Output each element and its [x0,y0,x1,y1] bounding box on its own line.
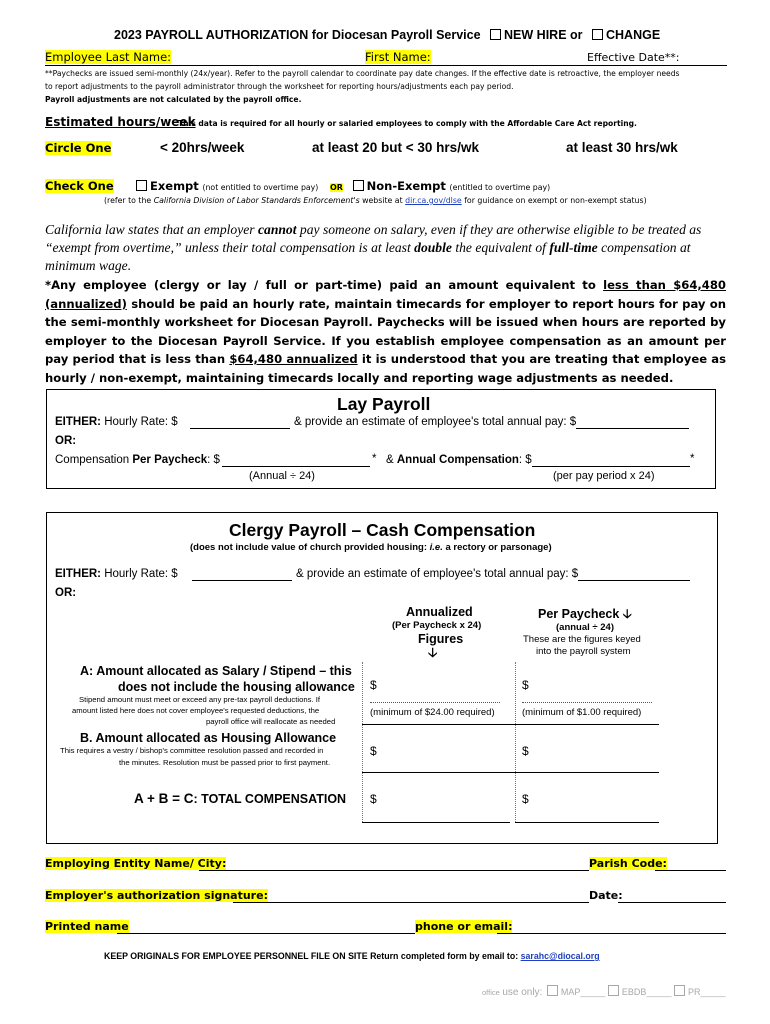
pr-checkbox[interactable] [674,985,685,996]
new-hire-checkbox[interactable] [490,29,501,40]
paycheck-note-1: **Paychecks are issued semi-monthly (24x/year). Refer to the payroll calendar to coordinate pay date changes. If the effective date is retroactive, the employer needs [45,69,680,78]
row-a-note-3: payroll office will reallocate as needed [206,717,336,726]
clergy-or: OR: [55,587,77,599]
lay-comp-pre: Compensation [55,454,130,466]
warning-p3: it is understood that you are treating that employee as hourly / non-exempt, maintaining timecards locally and reporting wage adjustments as needed. [45,352,726,385]
ebdb-label: EBDB [621,987,647,997]
warning-amount-2: $64,480 annualized [229,352,358,366]
law-fulltime: full-time [549,240,598,255]
warning-paragraph [45,276,726,387]
row-b-divider [362,772,659,773]
map-label: MAP [560,987,581,997]
row-a-paycheck-dollar: $ [522,678,529,692]
refer-agency: California Division of Labor Standards Enforcement's [153,196,360,205]
law-p2: pay someone on salary, even if they are otherwise eligible to be treated as “exempt from overtime,” unless their total compensation is at least [45,222,702,255]
column-divider-left [362,662,364,822]
exempt-option [136,179,550,193]
printed-name-label: Printed name [45,920,129,933]
total-label [134,791,346,806]
row-b-annual-dollar: $ [370,744,377,758]
row-b-note-2: the minutes. Resolution must be passed prior to first payment. [119,758,331,767]
clergy-subtitle-post: a rectory or parsonage) [445,542,552,553]
law-p4: compensation at minimum wage. [45,240,691,273]
first-name-label: First Name: [365,50,431,64]
clergy-subtitle [190,542,552,553]
parish-code-field[interactable] [655,870,726,871]
lay-annual-estimate-field[interactable] [576,428,689,429]
lay-either: EITHER: [55,416,101,428]
hours-option-under-20[interactable]: < 20hrs/week [160,140,245,155]
row-a-annual-dollar: $ [370,678,377,692]
keep-originals-text: KEEP ORIGINALS FOR EMPLOYEE PERSONNEL FILE ON SITE Return completed form by email to: [104,951,519,961]
lay-per-paycheck-field[interactable] [222,466,370,467]
circle-one-label: Circle One [45,141,112,155]
exempt-label: Exempt [150,179,199,193]
row-b-title-text: Amount allocated as Housing Allowance [95,731,337,745]
form-title [114,28,660,42]
hours-option-30-plus[interactable]: at least 30 hrs/wk [566,140,678,155]
law-paragraph [45,221,735,275]
last-name-label: Employee Last Name: [45,50,172,64]
per-paycheck-title: Per Paycheck [538,607,620,621]
ebdb-blank: _____ [646,987,672,997]
lay-comp-row [55,454,220,466]
figures-label: Figures [418,632,464,646]
pr-label: PR [687,987,701,997]
signature-field[interactable] [233,902,589,903]
law-p3: the equivalent of [455,240,546,255]
non-exempt-label: Non-Exempt [366,179,446,193]
return-instructions [104,951,600,961]
pr-blank: _____ [700,987,726,997]
lay-star-2: * [690,453,695,465]
map-checkbox[interactable] [547,985,558,996]
lay-hourly-label: Hourly Rate: $ [104,416,178,428]
row-b-note-1: This requires a vestry / bishop's committee resolution passed and recorded in [60,746,324,755]
lay-hourly-row [55,416,178,428]
warning-p2: should be paid an hourly rate, maintain timecards for employer to report hours for pay on the semi-monthly worksheet for Diocesan Payroll. Paychecks will be issued when hours are reported by employer to the Diocesan Payroll Service. If you establish employee compensation as an amount per pay period that is less than [45,296,726,366]
per-paycheck-down-arrow-icon: 🡣 [622,607,632,621]
entity-label: Employing Entity Name/ City: [45,857,227,870]
map-blank: _____ [580,987,606,997]
lay-annual-compensation-field[interactable] [532,466,690,467]
lay-star-1: * [372,453,377,465]
clergy-annual-estimate-field[interactable] [578,580,690,581]
per-paycheck-note-2: into the payroll system [536,646,631,657]
row-a-min-paycheck: (minimum of $1.00 required) [522,707,642,718]
change-label: CHANGE [606,28,661,42]
clergy-payroll-title: Clergy Payroll – Cash Compensation [229,520,536,540]
lay-estimate-label: & provide an estimate of employee's total annual pay: $ [294,416,577,428]
clergy-hourly-label: Hourly Rate: $ [104,568,178,580]
hours-option-20-30[interactable]: at least 20 but < 30 hrs/wk [312,140,479,155]
office-use-row [482,985,726,998]
parish-code-label: Parish Code: [589,857,667,870]
exempt-checkbox[interactable] [136,180,147,191]
law-cannot: cannot [257,222,297,237]
lay-annual-bold: Annual Compensation [396,454,519,466]
office-pre: office [482,988,500,997]
effective-date-label: Effective Date**: [587,51,680,64]
dlse-link[interactable]: dir.ca.gov/dlse [405,196,462,205]
row-a-title-2: does not include the housing allowance [118,680,355,694]
lay-annual-row [386,454,532,466]
return-email-link[interactable]: sarahc@diocal.org [520,951,600,961]
row-b-title [80,731,336,745]
paycheck-note-2: to report adjustments to the payroll administrator through the worksheet for reporting hours/adjustments each pay period. [45,82,514,91]
clergy-hourly-row [55,568,178,580]
total-per-paycheck-field[interactable] [515,822,659,823]
phone-email-field[interactable] [497,933,726,934]
date-field[interactable] [618,902,726,903]
lay-or: OR: [55,435,77,447]
total-annualized-field[interactable] [362,822,510,823]
date-label: Date: [589,889,623,902]
change-checkbox[interactable] [592,29,603,40]
lay-comp-bold: Per Paycheck [132,454,208,466]
non-exempt-checkbox[interactable] [353,180,364,191]
row-a-note-1: Stipend amount must meet or exceed any pre-tax payroll deductions. If [79,695,321,704]
signature-label: Employer's authorization signature: [45,889,268,902]
row-a-divider [362,724,659,725]
refer-post: for guidance on exempt or non-exempt status) [464,196,647,205]
row-b-paycheck-dollar: $ [522,744,529,758]
ebdb-checkbox[interactable] [608,985,619,996]
per-paycheck-note-1: These are the figures keyed [523,634,641,645]
title-text: 2023 PAYROLL AUTHORIZATION for Diocesan Payroll Service [114,28,481,42]
lay-payroll-title: Lay Payroll [337,394,431,414]
non-exempt-note: (entitled to overtime pay) [449,183,551,192]
check-one-label: Check One [45,179,114,193]
exempt-note: (not entitled to overtime pay) [202,183,319,192]
per-paycheck-sub: (annual ÷ 24) [556,622,615,633]
row-a-annualized-field[interactable] [370,702,500,703]
law-double: double [414,240,452,255]
lay-comp-post: : $ [207,454,220,466]
row-b-label: B. [80,731,93,745]
hours-note: This data is required for all hourly or salaried employees to comply with the Affordable Care Act reporting. [178,119,637,128]
row-a-label: A: [80,664,94,678]
entity-field[interactable] [199,870,589,871]
row-a-note-2: amount listed here does not cover employee's requested deductions, the [72,706,320,715]
lay-hourly-rate-field[interactable] [190,428,290,429]
total-annual-dollar: $ [370,792,377,806]
law-p1: California law states that an employer [45,222,255,237]
annualized-sub: (Per Paycheck x 24) [392,620,482,631]
clergy-either: EITHER: [55,568,101,580]
row-a-title-text: Amount allocated as Salary / Stipend – this [96,664,352,678]
lay-annual-div: (Annual ÷ 24) [249,470,315,482]
or-label: OR [329,183,343,192]
adjustments-note: Payroll adjustments are not calculated by the payroll office. [45,95,302,104]
refer-pre: (refer to the [104,196,152,205]
row-a-min-annual: (minimum of $24.00 required) [370,707,495,718]
warning-p1: *Any employee (clergy or lay / full or part-time) paid an amount equivalent to [45,278,596,292]
refer-mid: website at [362,196,403,205]
annualized-header: Annualized [406,605,473,619]
clergy-subtitle-ie: i.e. [429,542,443,553]
total-title: : TOTAL COMPENSATION [193,792,347,806]
office-use-label: use only: [502,987,543,998]
lay-per-period: (per pay period x 24) [553,470,655,482]
row-a-title-1 [80,664,352,678]
new-hire-label: NEW HIRE or [504,28,583,42]
total-paycheck-dollar: $ [522,792,529,806]
hours-label: Estimated hours/week [45,115,196,129]
warning-amount-1: less than $64,480 (annualized) [45,278,726,311]
figures-down-arrow-icon: 🡣 [428,645,438,660]
printed-name-field[interactable] [117,933,415,934]
row-a-per-paycheck-field[interactable] [522,702,652,703]
refer-note [104,196,647,205]
clergy-hourly-rate-field[interactable] [192,580,292,581]
lay-annual-post: : $ [518,454,532,466]
phone-email-label: phone or email: [415,920,513,933]
column-divider-right [515,662,517,822]
employee-name-line[interactable] [45,65,727,66]
lay-annual-pre: & [386,454,394,466]
clergy-subtitle-pre: (does not include value of church provided housing: [190,542,427,553]
clergy-estimate-label: & provide an estimate of employee's total annual pay: $ [296,568,579,580]
total-formula: A + B = C [134,791,194,806]
